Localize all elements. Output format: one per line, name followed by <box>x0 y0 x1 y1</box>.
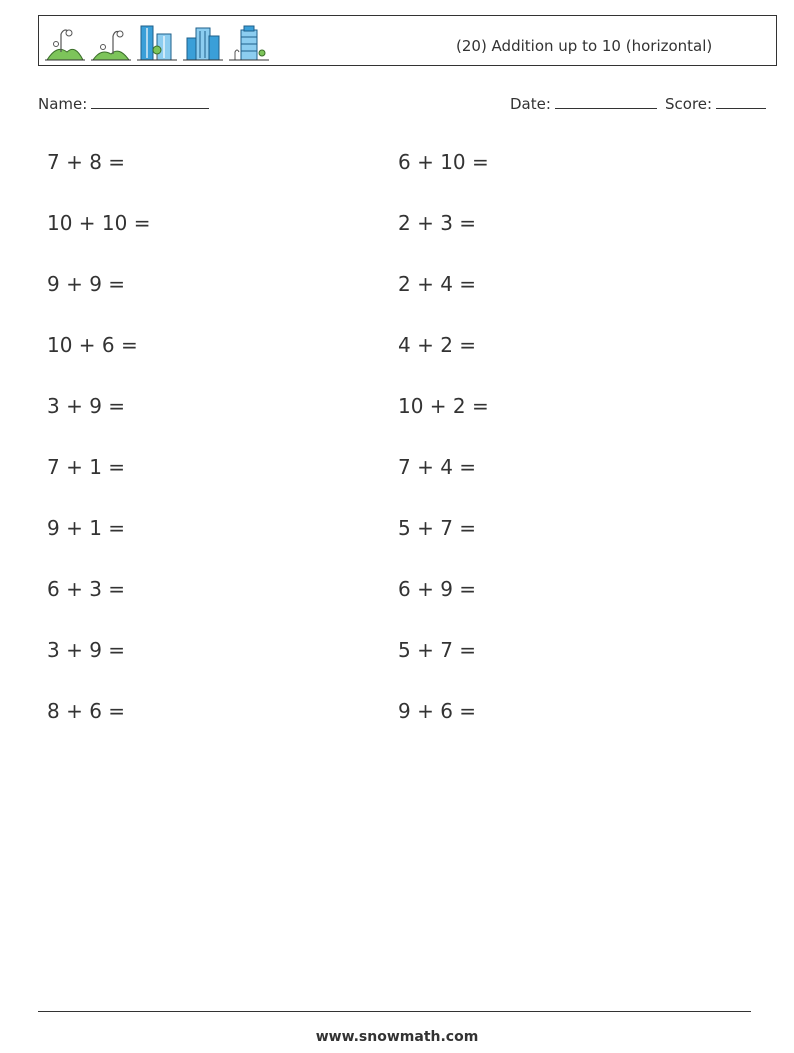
problem-right-6: 7 + 4 = <box>398 455 477 479</box>
date-field <box>510 94 657 113</box>
problem-right-4: 4 + 2 = <box>398 333 477 357</box>
office-building-icon <box>183 22 223 62</box>
footer-divider <box>38 1011 751 1012</box>
problem-right-10: 9 + 6 = <box>398 699 477 723</box>
problem-left-7: 9 + 1 = <box>47 516 126 540</box>
problem-left-5: 3 + 9 = <box>47 394 126 418</box>
problem-left-2: 10 + 10 = <box>47 211 151 235</box>
problem-right-3: 2 + 4 = <box>398 272 477 296</box>
date-label: Date: <box>510 95 551 113</box>
score-field <box>665 94 766 113</box>
problem-left-6: 7 + 1 = <box>47 455 126 479</box>
tower-building-icon <box>229 22 269 62</box>
problem-right-1: 6 + 10 = <box>398 150 489 174</box>
problem-left-10: 8 + 6 = <box>47 699 126 723</box>
skyscraper-icon <box>137 22 177 62</box>
score-label: Score: <box>665 95 713 113</box>
problem-left-4: 10 + 6 = <box>47 333 138 357</box>
score-blank[interactable] <box>716 94 766 109</box>
problem-left-8: 6 + 3 = <box>47 577 126 601</box>
problem-right-5: 10 + 2 = <box>398 394 489 418</box>
worksheet-title: (20) Addition up to 10 (horizontal) <box>456 37 713 55</box>
trees-hill-icon <box>45 22 85 62</box>
problem-right-9: 5 + 7 = <box>398 638 477 662</box>
problem-left-9: 3 + 9 = <box>47 638 126 662</box>
date-blank[interactable] <box>555 94 657 109</box>
name-label: Name: <box>38 95 88 113</box>
problem-right-8: 6 + 9 = <box>398 577 477 601</box>
name-field <box>38 94 209 113</box>
trees-hill-icon <box>91 22 131 62</box>
problem-left-3: 9 + 9 = <box>47 272 126 296</box>
footer-url[interactable]: www.snowmath.com <box>315 1029 479 1045</box>
problem-right-7: 5 + 7 = <box>398 516 477 540</box>
problem-left-1: 7 + 8 = <box>47 150 126 174</box>
name-blank[interactable] <box>91 94 209 109</box>
problem-right-2: 2 + 3 = <box>398 211 477 235</box>
header-icons <box>45 22 275 62</box>
worksheet-header <box>38 15 777 66</box>
